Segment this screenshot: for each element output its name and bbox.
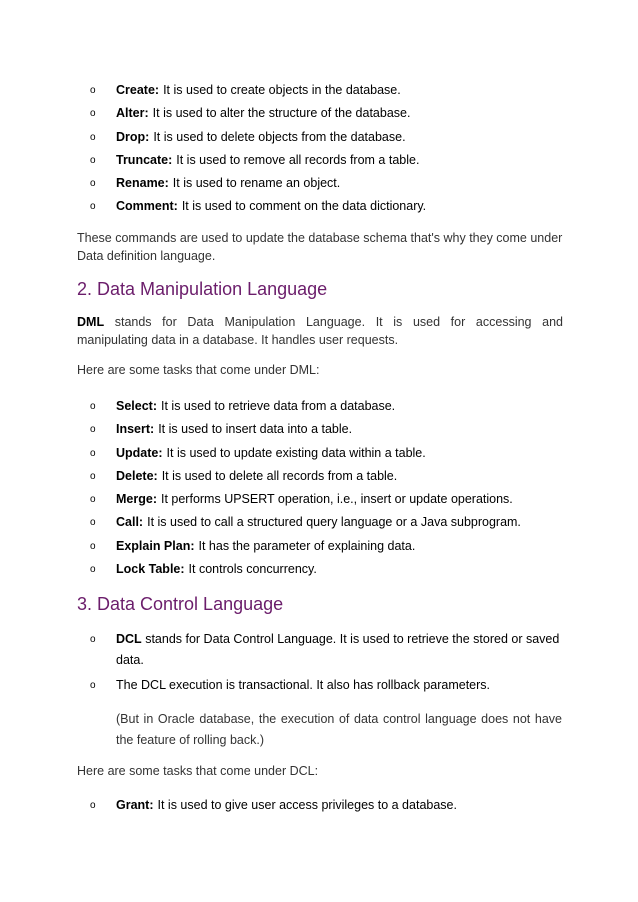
dcl-point-1 (116, 629, 562, 671)
ddl-command-list (90, 82, 570, 222)
bullet: o (90, 108, 96, 120)
bullet: o (90, 401, 96, 412)
list-item (90, 152, 570, 175)
intro-line-1 (77, 314, 563, 332)
description: It is used to rename an object. (172, 176, 341, 191)
list-item (90, 105, 570, 128)
description: It is used to retrieve data from a database. (161, 399, 396, 413)
intro-line-1-text: stands for Data Manipulation Language. It is used for accessing and (114, 315, 563, 329)
bullet: o (90, 85, 96, 96)
term: Select: (116, 399, 157, 413)
list-item (90, 468, 570, 491)
oracle-note: (But in Oracle database, the execution of data control language does not have the feature of rolling back.) (116, 712, 562, 747)
term: Create: (116, 83, 160, 97)
term: Update: (116, 445, 163, 460)
description: It is used to comment on the data dictionary. (181, 199, 427, 214)
bullet: o (90, 470, 96, 482)
list-item (90, 491, 570, 514)
dcl-tasks-intro: Here are some tasks that come under DCL: (77, 764, 319, 778)
list-item (90, 514, 570, 537)
list-item (90, 629, 562, 671)
dcl-abbrev: DCL (116, 632, 142, 646)
bullet: o (90, 634, 96, 645)
term: Call: (116, 515, 144, 530)
list-item (90, 398, 570, 421)
description: It is used to create objects in the database. (163, 83, 401, 97)
list-item (90, 538, 570, 561)
description: It is used to delete objects from the database. (153, 129, 406, 144)
description: It is used to insert data into a table. (158, 422, 353, 437)
description: It has the parameter of explaining data. (198, 538, 416, 553)
bullet: o (90, 540, 96, 552)
dcl-command-list (90, 797, 570, 820)
description: It is used to alter the structure of the database. (152, 106, 411, 121)
dcl-heading: 3. Data Control Language (77, 594, 284, 614)
term: Comment: (116, 199, 178, 214)
list-item (90, 129, 570, 152)
dcl-point-2: The DCL execution is transactional. It also has rollback parameters. (116, 678, 491, 692)
description: It is used to give user access privileges to a database. (157, 798, 457, 812)
list-item (90, 797, 570, 820)
bullet: o (90, 201, 96, 213)
bullet: o (90, 680, 96, 691)
dml-heading: 2. Data Manipulation Language (77, 279, 328, 299)
dcl-points-list (90, 629, 562, 696)
bullet: o (90, 494, 96, 506)
list-item (90, 198, 570, 221)
ddl-summary-paragraph (77, 230, 563, 265)
term: Grant: (116, 798, 154, 812)
term: Explain Plan: (116, 538, 195, 553)
list-item (90, 175, 570, 198)
term: Drop: (116, 129, 150, 144)
list-item (90, 675, 562, 696)
dml-command-list (90, 398, 570, 584)
intro-line-2: manipulating data in a database. It handles user requests. (77, 332, 399, 347)
list-item (90, 82, 570, 105)
bullet: o (90, 178, 96, 190)
description: It is used to remove all records from a table. (176, 152, 420, 167)
description: It is used to call a structured query language or a Java subprogram. (147, 515, 521, 530)
term: Lock Table: (116, 562, 185, 577)
dml-abbrev: DML (77, 315, 105, 329)
summary-line-1: These commands are used to update the database schema that's why they come under (77, 231, 563, 245)
bullet: o (90, 447, 96, 459)
description: It is used to delete all records from a table. (161, 468, 398, 483)
bullet: o (90, 517, 96, 529)
description: It controls concurrency. (188, 562, 317, 577)
dml-intro-paragraph (77, 314, 563, 349)
bullet: o (90, 131, 96, 143)
list-item (90, 421, 570, 444)
summary-line-2: Data definition language. (77, 248, 216, 263)
dcl-point-1-text: stands for Data Control Language. It is used to retrieve the stored or saved data. (116, 632, 560, 667)
term: Merge: (116, 492, 157, 507)
term: Truncate: (116, 152, 173, 167)
bullet: o (90, 424, 96, 436)
list-item (90, 445, 570, 468)
term: Insert: (116, 422, 155, 437)
term: Delete: (116, 468, 158, 483)
term: Alter: (116, 106, 149, 121)
dml-tasks-intro: Here are some tasks that come under DML: (77, 363, 320, 377)
list-item (90, 561, 570, 584)
description: It performs UPSERT operation, i.e., insert or update operations. (160, 492, 513, 507)
bullet: o (90, 564, 96, 576)
bullet: o (90, 154, 96, 166)
description: It is used to update existing data within a table. (166, 445, 426, 460)
bullet: o (90, 800, 96, 811)
term: Rename: (116, 176, 169, 191)
